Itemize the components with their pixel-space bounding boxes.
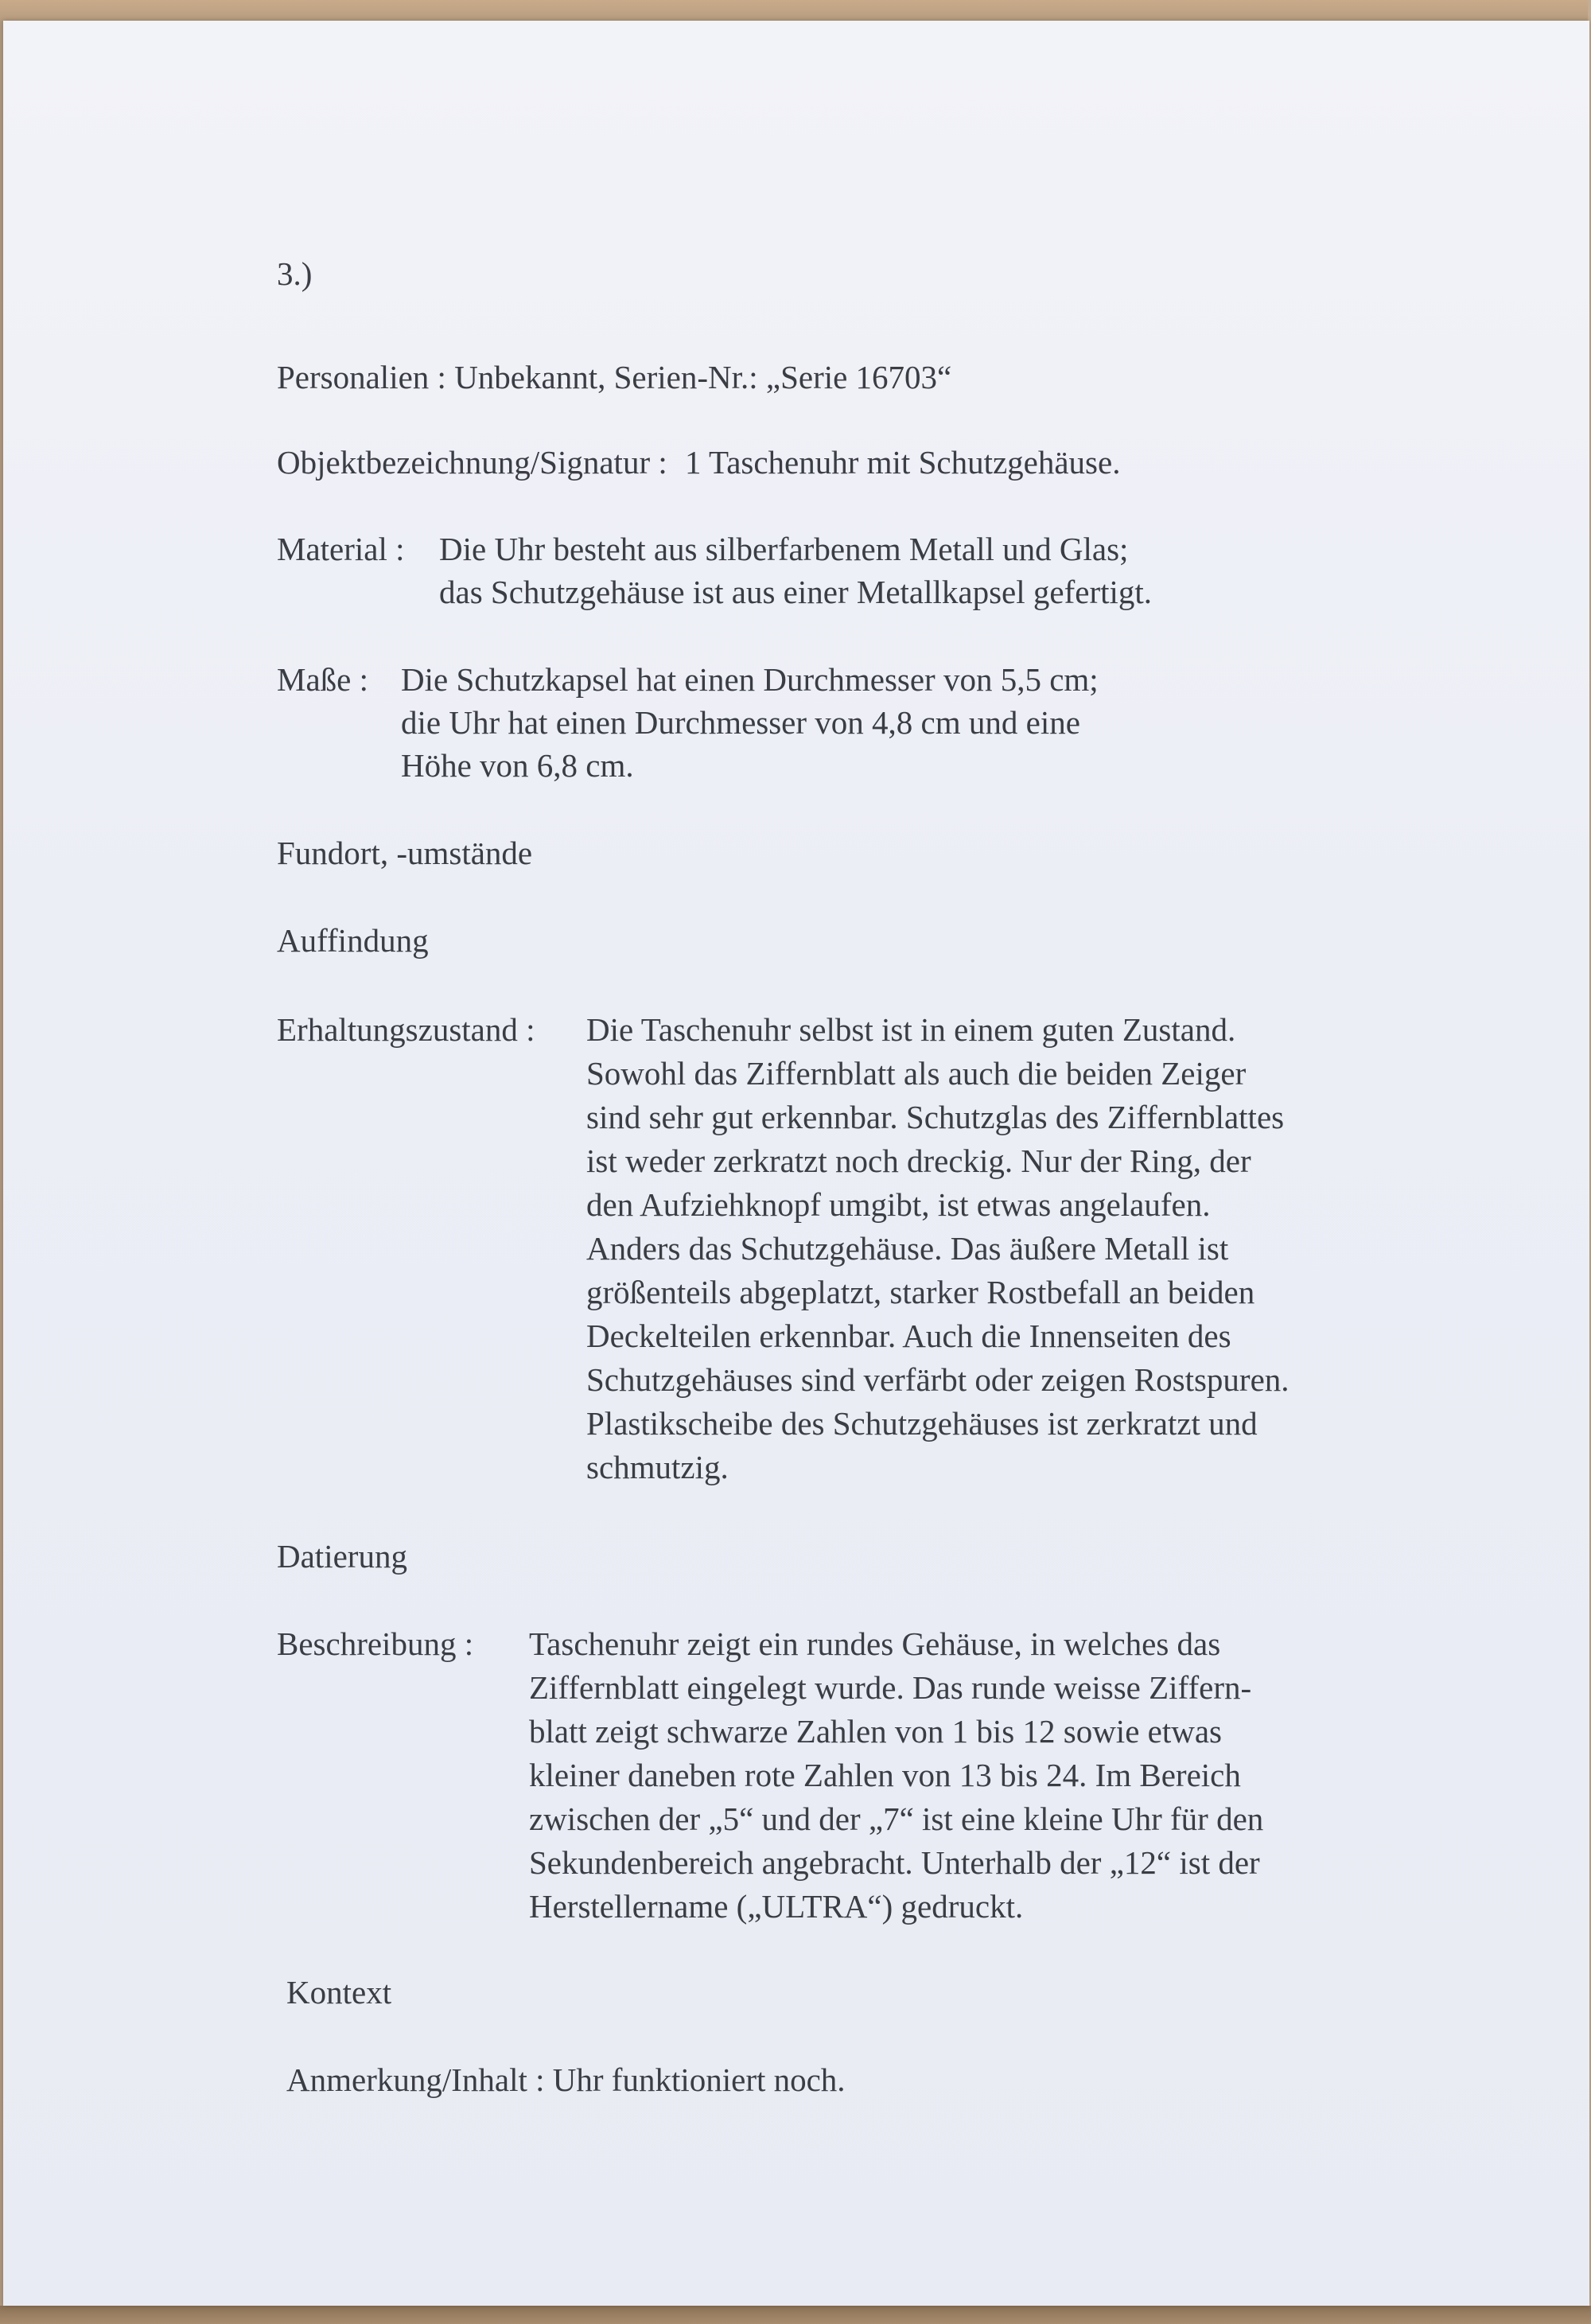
erhaltungszustand-line: größenteils abgeplatzt, starker Rostbefall an beiden — [586, 1274, 1255, 1310]
masse-line: die Uhr hat einen Durchmesser von 4,8 cm und eine — [401, 704, 1080, 741]
personalien-row — [277, 355, 951, 399]
beschreibung-label: Beschreibung : — [277, 1625, 474, 1662]
material-label: Material : — [277, 531, 405, 567]
kontext-label: Kontext — [286, 1974, 392, 2011]
erhaltungszustand-line: Deckelteilen erkennbar. Auch die Innenseiten des — [586, 1318, 1231, 1354]
masse-line: Die Schutzkapsel hat einen Durchmesser von 5,5 cm; — [401, 661, 1099, 698]
beschreibung-line: Sekundenbereich angebracht. Unterhalb der „12“ ist der — [529, 1844, 1260, 1881]
erhaltungszustand-line: ist weder zerkratzt noch dreckig. Nur der Ring, der — [586, 1143, 1251, 1179]
auffindung-label: Auffindung — [277, 922, 429, 959]
erhaltungszustand-line: schmutzig. — [586, 1449, 729, 1485]
objektbezeichnung-value: 1 Taschenuhr mit Schutzgehäuse. — [685, 444, 1121, 481]
beschreibung-line: kleiner daneben rote Zahlen von 13 bis 24. Im Bereich — [529, 1757, 1241, 1793]
personalien-label: Personalien : — [277, 359, 446, 395]
table-surface-bottom — [0, 2306, 1591, 2324]
beschreibung-line: Taschenuhr zeigt ein rundes Gehäuse, in welches das — [529, 1625, 1221, 1662]
material-line: Die Uhr besteht aus silberfarbenem Metall und Glas; — [439, 531, 1129, 567]
personalien-value: Unbekannt, Serien-Nr.: „Serie 16703“ — [454, 359, 952, 395]
beschreibung-line: Herstellername („ULTRA“) gedruckt. — [529, 1888, 1024, 1925]
erhaltungszustand-line: Sowohl das Ziffernblatt als auch die beiden Zeiger — [586, 1055, 1247, 1092]
objektbezeichnung-row — [277, 440, 1120, 485]
anmerkung-row — [286, 2057, 846, 2102]
material-line: das Schutzgehäuse ist aus einer Metallkapsel gefertigt. — [439, 574, 1153, 610]
masse-label: Maße : — [277, 661, 368, 698]
erhaltungszustand-line: den Aufziehknopf umgibt, ist etwas angelaufen. — [586, 1186, 1211, 1223]
datierung-label: Datierung — [277, 1538, 407, 1575]
anmerkung-value: Uhr funktioniert noch. — [552, 2061, 846, 2098]
erhaltungszustand-line: Die Taschenuhr selbst ist in einem guten Zustand. — [586, 1011, 1236, 1048]
table-surface-top — [0, 0, 1591, 21]
section-number: 3.) — [277, 255, 313, 292]
fundort-label: Fundort, -umstände — [277, 835, 533, 871]
beschreibung-line: Ziffernblatt eingelegt wurde. Das runde weisse Ziffern- — [529, 1669, 1252, 1706]
erhaltungszustand-line: Schutzgehäuses sind verfärbt oder zeigen Rostspuren. — [586, 1361, 1290, 1398]
erhaltungszustand-label: Erhaltungszustand : — [277, 1011, 535, 1048]
beschreibung-line: blatt zeigt schwarze Zahlen von 1 bis 12 sowie etwas — [529, 1713, 1222, 1750]
erhaltungszustand-line: Plastikscheibe des Schutzgehäuses ist zerkratzt und — [586, 1405, 1258, 1442]
erhaltungszustand-line: Anders das Schutzgehäuse. Das äußere Metall ist — [586, 1230, 1229, 1267]
masse-line: Höhe von 6,8 cm. — [401, 747, 634, 784]
erhaltungszustand-line: sind sehr gut erkennbar. Schutzglas des Ziffernblattes — [586, 1099, 1285, 1135]
anmerkung-label: Anmerkung/Inhalt : — [286, 2061, 545, 2098]
paper-sheet — [3, 21, 1589, 2306]
beschreibung-line: zwischen der „5“ und der „7“ ist eine kleine Uhr für den — [529, 1800, 1264, 1837]
objektbezeichnung-label: Objektbezeichnung/Signatur : — [277, 444, 667, 481]
